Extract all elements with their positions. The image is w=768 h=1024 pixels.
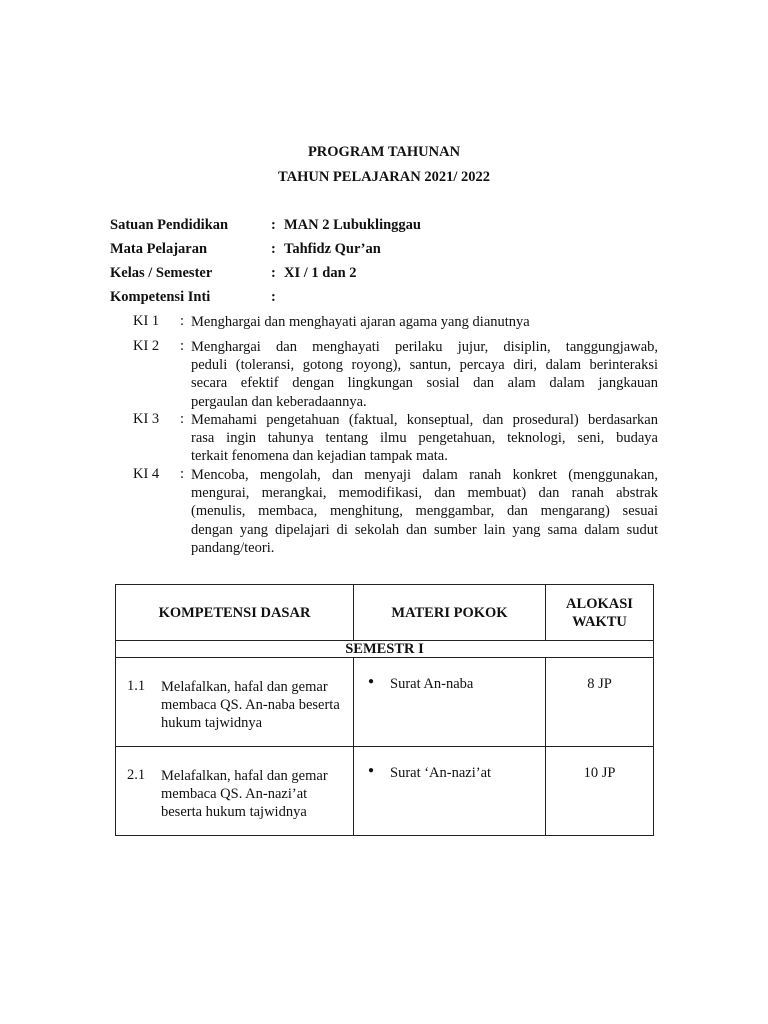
info-colon: : (271, 217, 276, 233)
ki-colon: : (180, 411, 185, 427)
kd-number: 2.1 (127, 767, 146, 783)
ki-label: KI 1 (133, 313, 160, 329)
header-alokasi-waktu (546, 585, 654, 641)
ki-colon: : (180, 466, 185, 482)
ki-text (191, 338, 658, 411)
table-row (116, 747, 654, 836)
ki-line: Mencoba, mengolah, dan menyaji dalam ranah konkret (menggunakan, (191, 467, 658, 483)
ki-line: Menghargai dan menghayati ajaran agama yang dianutnya (191, 314, 530, 330)
table-header-row (116, 585, 654, 641)
bullet-icon: ● (368, 676, 375, 687)
semester-label: SEMESTR I (116, 641, 654, 658)
competency-table (115, 584, 654, 836)
info-colon: : (271, 241, 276, 257)
ki-label: KI 3 (133, 411, 160, 427)
kd-cell (116, 658, 354, 747)
ki-line: (menulis, membaca, menghitung, menggambar, dan mengarang) sesuai (191, 503, 658, 520)
ki-line: Menghargai dan menghayati perilaku jujur, disiplin, tanggungjawab, (191, 339, 658, 355)
materi-text: Surat ‘An-nazi’at (390, 765, 492, 781)
ki-label: KI 2 (133, 338, 160, 354)
materi-text: Surat An-naba (390, 676, 474, 692)
table-row (116, 658, 654, 747)
document-title: PROGRAM TAHUNAN (307, 144, 461, 160)
ki-line: pandang/teori. (191, 539, 275, 556)
ki-line: pergaulan dan keberadaannya. (191, 393, 367, 410)
info-label-kompetensi: Kompetensi Inti (110, 289, 211, 305)
header-alokasi-line1: ALOKASI (566, 595, 633, 612)
semester-row (116, 641, 654, 658)
alokasi-text: 8 JP (587, 676, 612, 692)
kd-cell (116, 747, 354, 836)
materi-cell (354, 747, 546, 836)
ki-colon: : (180, 338, 185, 354)
ki-line: mengurai, merangkai, memodifikasi, dan membuat) dan ranah abstrak (191, 485, 658, 502)
info-label-kelas: Kelas / Semester (110, 265, 213, 281)
info-label-satuan: Satuan Pendidikan (110, 217, 229, 233)
info-value-mapel: Tahfidz Qur’an (284, 241, 381, 257)
bullet-icon: ● (368, 765, 375, 776)
ki-text (191, 466, 658, 557)
kd-number: 1.1 (127, 678, 146, 694)
info-colon: : (271, 289, 276, 305)
ki-line: peduli (toleransi, gotong royong), santun, percaya diri, dalam berinteraksi (191, 357, 658, 374)
header-kompetensi-dasar: KOMPETENSI DASAR (116, 585, 354, 641)
ki-colon: : (180, 313, 185, 329)
header-alokasi-line2: WAKTU (572, 613, 627, 630)
kd-text: Melafalkan, hafal dan gemar membaca QS. An-nazi’at beserta hukum tajwidnya (161, 768, 328, 820)
ki-label: KI 4 (133, 466, 160, 482)
alokasi-cell (546, 658, 654, 747)
alokasi-cell (546, 747, 654, 836)
ki-line: dengan yang dipelajari di sekolah dan sumber lain yang sama dalam sudut (191, 521, 658, 538)
info-value-kelas: XI / 1 dan 2 (284, 265, 357, 281)
info-colon: : (271, 265, 276, 281)
ki-line: terkait fenomena dan kejadian tampak mata. (191, 448, 448, 465)
ki-text (191, 313, 658, 331)
ki-line: secara efektif dengan lingkungan sosial dan alam dalam jangkauan (191, 375, 658, 392)
info-value-satuan: MAN 2 Lubuklinggau (284, 217, 421, 233)
header-materi-pokok: MATERI POKOK (354, 585, 546, 641)
document-subtitle: TAHUN PELAJARAN 2021/ 2022 (278, 169, 490, 185)
kd-text: Melafalkan, hafal dan gemar membaca QS. An-naba beserta hukum tajwidnya (161, 679, 340, 731)
ki-text (191, 411, 658, 466)
info-label-mapel: Mata Pelajaran (110, 241, 208, 257)
alokasi-text: 10 JP (583, 765, 616, 781)
ki-line: rasa ingin tahunya tentang ilmu pengetahuan, teknologi, seni, budaya (191, 430, 658, 447)
ki-line: Memahami pengetahuan (faktual, konseptual, dan prosedural) berdasarkan (191, 412, 658, 428)
materi-cell (354, 658, 546, 747)
